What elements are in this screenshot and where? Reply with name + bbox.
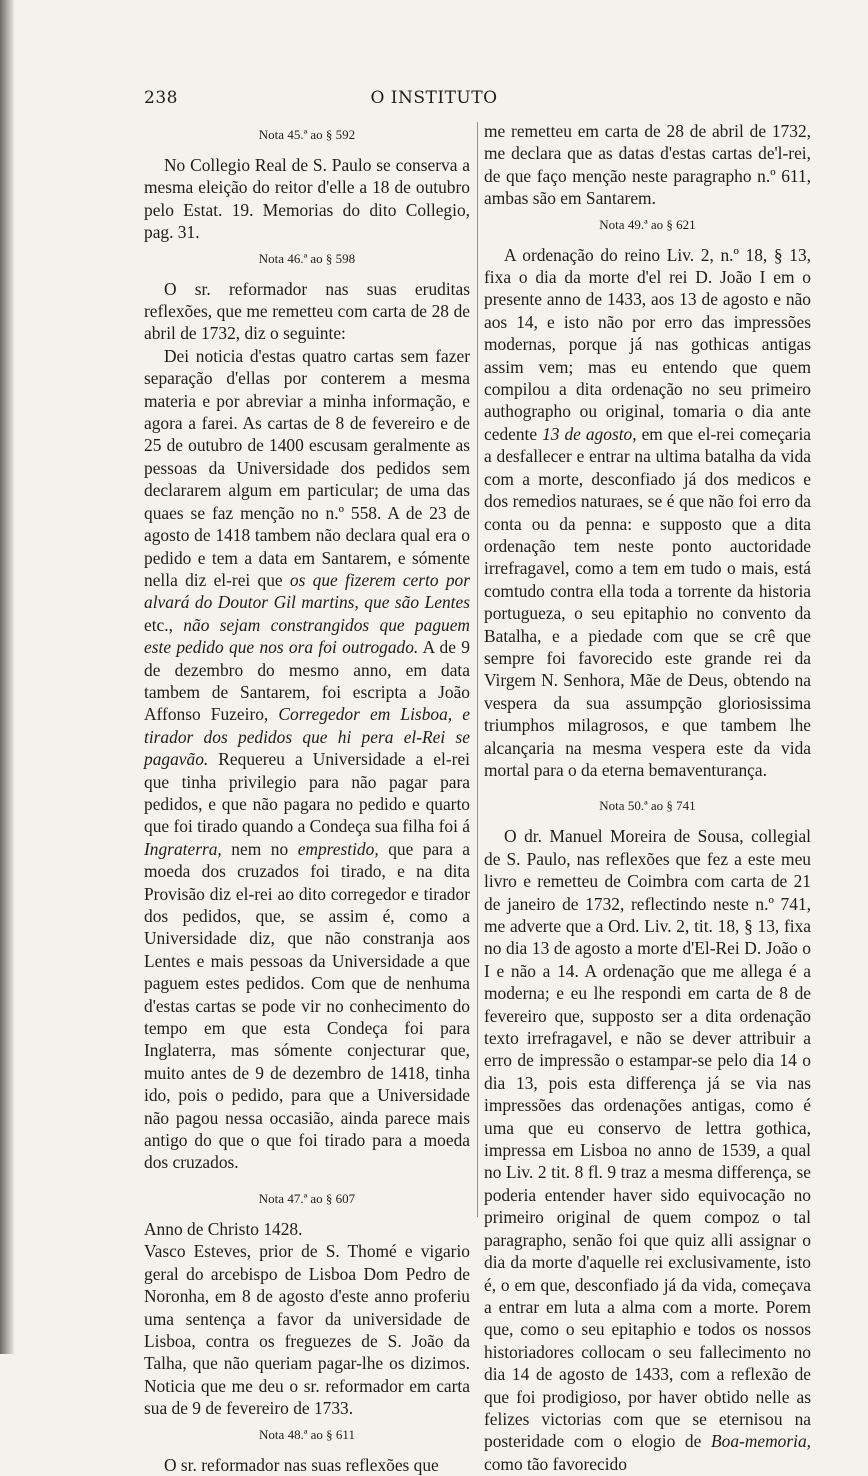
text-run: Requereu a Universidade a el-rei que tinha privilegio para não pagar para pedidos, e que não pagara no pedido e quarto que foi tirado quando a Condeça sua filha foi á <box>144 749 470 837</box>
italic-run: Corregedor em Lisboa, e tirador dos pedidos que hi pera el-Rei se pagavão. <box>144 704 470 770</box>
italic-run: 13 de agosto, <box>542 423 637 444</box>
note-48-heading: Nota 48.ª ao § 611 <box>259 1426 355 1442</box>
note-47-year: Anno de Christo 1428. <box>144 1218 303 1239</box>
text-run: A de 9 de dezembro do mesmo anno, em data tambem de Santarem, foi escripta a João Affonso Fuzeiro, <box>144 637 470 725</box>
note-50-text <box>484 825 811 1475</box>
text-run: A ordenação do reino Liv. 2, n.º 18, § 13, fixa o dia da morte d'el rei D. João I em o presente anno de 1433, aos 13 de agosto e não aos 14, e isto não por erro das impressões modernas, porque já nas gothicas antigas assim vem; mas eu entendo que quem compilou a dita ordenação no seu primeiro authographo ou original, tomaria o dia ante cedente <box>484 244 811 444</box>
italic-run: Ingraterra, <box>144 838 222 859</box>
right-column <box>484 120 811 1475</box>
binding-gutter <box>0 0 14 1354</box>
text-run: como tão favorecido <box>484 1453 627 1474</box>
italic-run: Boa-memoria, <box>711 1431 811 1452</box>
note-48-text-continued: me remetteu em carta de 28 de abril de 1732, me declara que as datas d'estas cartas de'l-rei, de que faço menção neste paragrapho n.º 611, ambas são em Santarem. <box>484 121 811 209</box>
text-run: nem no <box>221 838 298 859</box>
note-45-text: No Collegio Real de S. Paulo se conserva a mesma eleição do reitor d'elle a 18 de outubro pelo Estat. 19. Memorias do dito Collegio, pag. 31. <box>144 155 470 243</box>
text-run: etc., <box>144 614 184 635</box>
italic-run: não sejam constrangidos que paguem este pedido que nos ora foi outrogado. <box>144 614 470 658</box>
italic-run: os que fizerem certo por alvará do Doutor Gil martins, que são Lentes <box>144 569 470 613</box>
note-49-heading: Nota 49.ª ao § 621 <box>599 216 696 232</box>
text-run: O dr. Manuel Moreira de Sousa, collegial de S. Paulo, nas reflexões que fez a este meu livro e remetteu de Coimbra com carta de 21 de janeiro de 1732, reflectindo neste n.º 741, me adverte que a Ord. Liv. 2, tit. 18, § 13, fixa no dia 13 de agosto a morte d'El-Rei D. João o I e não a 14. A ordenação que me allega é a moderna; e eu lhe respondi em carta de 8 de fevereiro que, supposto ser a dita ordenação texto irrefragavel, e não se dever attribuir a erro de impressão o estampar-se pelo dia 14 o dia 13, pois esta differença já se via nas impressões das ordenações antigas, como é uma que eu conservo de lettra gothica, impressa em Lisboa no anno de 1539, a qual no Liv. 2 tit. 8 fl. 9 traz a mesma differença, se poderia entender haver sido equivocação no primeiro original de quem compoz o tal paragrapho, senão foi que quiz alli assignar o dia da morte d'aquelle rei exclusivamente, isto é, o em que, desconfiado já da vida, começava a entrar em luta a alma com a morte. Porem que, como o seu epitaphio e todos os nossos historiadores collocam o seu fallecimento no dia 14 de agosto de 1433, com a reflexão de que foi prodigioso, por haver obtido nelle as felizes victorias com que se eternisou na posteridade com o elogio de <box>484 826 811 1452</box>
page-number: 238 <box>144 88 178 108</box>
note-50-heading: Nota 50.ª ao § 741 <box>599 798 696 814</box>
note-46-paragraph-1: O sr. reformador nas suas eruditas reflexões, que me remetteu com carta de 28 de abril de 1732, diz o seguinte: <box>144 278 470 344</box>
column-divider <box>477 122 478 1217</box>
note-47-heading: Nota 47.ª ao § 607 <box>258 1190 356 1206</box>
page-header <box>0 88 868 112</box>
text-run: que para a moeda dos cruzados foi tirado, e na dita Provisão diz el-rei ao dito corregedor e tirador dos pedidos, que, se assim é, como a Universidade diz, que não constranja aos Lentes e mais pessoas da Universidade a que paguem estes pedidos. Com que de nenhuma d'estas cartas se pode vir no conhecimento do tempo em que esta Condeça foi para Inglaterra, mas sómente conjecturar que, muito antes de 9 de dezembro de 1418, tinha ido, pois o pedido, para que a Universidade não pagou nessa occasião, ainda parece mais antigo do que o que foi tirado para a moeda dos cruzados. <box>144 838 470 1173</box>
note-46-paragraph-2 <box>144 345 470 1174</box>
running-title: O INSTITUTO <box>370 88 498 108</box>
note-47-text: Vasco Esteves, prior de S. Thomé e vigario geral do arcebispo de Lisboa Dom Pedro de Noronha, em 8 de agosto d'este anno proferiu uma sentença a favor da universidade de Lisboa, contra os freguezes de S. João da Talha, que não queriam pagar-lhe os dizimos. Noticia que me deu o sr. reformador em carta sua de 9 de fevereiro de 1733. <box>144 1241 470 1419</box>
text-run: Dei noticia d'estas quatro cartas sem fazer separação d'ellas por conterem a mesma materia e por abreviar a minha informação, e agora a farei. As cartas de 8 de fevereiro e de 25 de outubro de 1400 escusam geralmente as pessoas da Universidade dos pedidos sem declararem algum em particular; de uma das quaes se faz menção no n.º 558. A de 23 de agosto de 1418 tambem não declara qual era o pedido e tem a data em Santarem, e sómente nella diz el-rei que <box>144 345 470 590</box>
italic-run: emprestido, <box>297 838 379 859</box>
note-45-heading: Nota 45.ª ao § 592 <box>258 127 356 142</box>
note-49-text <box>484 244 811 782</box>
note-48-text-start: O sr. reformador nas suas reflexões que <box>164 1454 439 1475</box>
note-46-heading: Nota 46.ª ao § 598 <box>258 250 356 266</box>
text-run: em que el-rei começaria a desfallecer e entrar na ultima batalha da vida com a morte, desconfiado já dos medicos e dos remedios naturaes, se é que não foi erro da conta ou da penna: e supposto que a dita ordenação tem neste ponto auctoridade irrefragavel, como a tem em tudo o mais, está comtudo contra ella toda a torrente da historia portugueza, o seu epitaphio no convento da Batalha, e a piedade com que se crê que sempre foi favorecido este grande rei da Virgem N. Senhora, Mãe de Deus, obtendo na vespera da sua assumpção gloriosissima triumphos milagrosos, e que tambem lhe alcançaria na mesma vespera este da vida mortal para o da eterna bemaventurança. <box>484 423 811 780</box>
left-column <box>144 120 470 1476</box>
